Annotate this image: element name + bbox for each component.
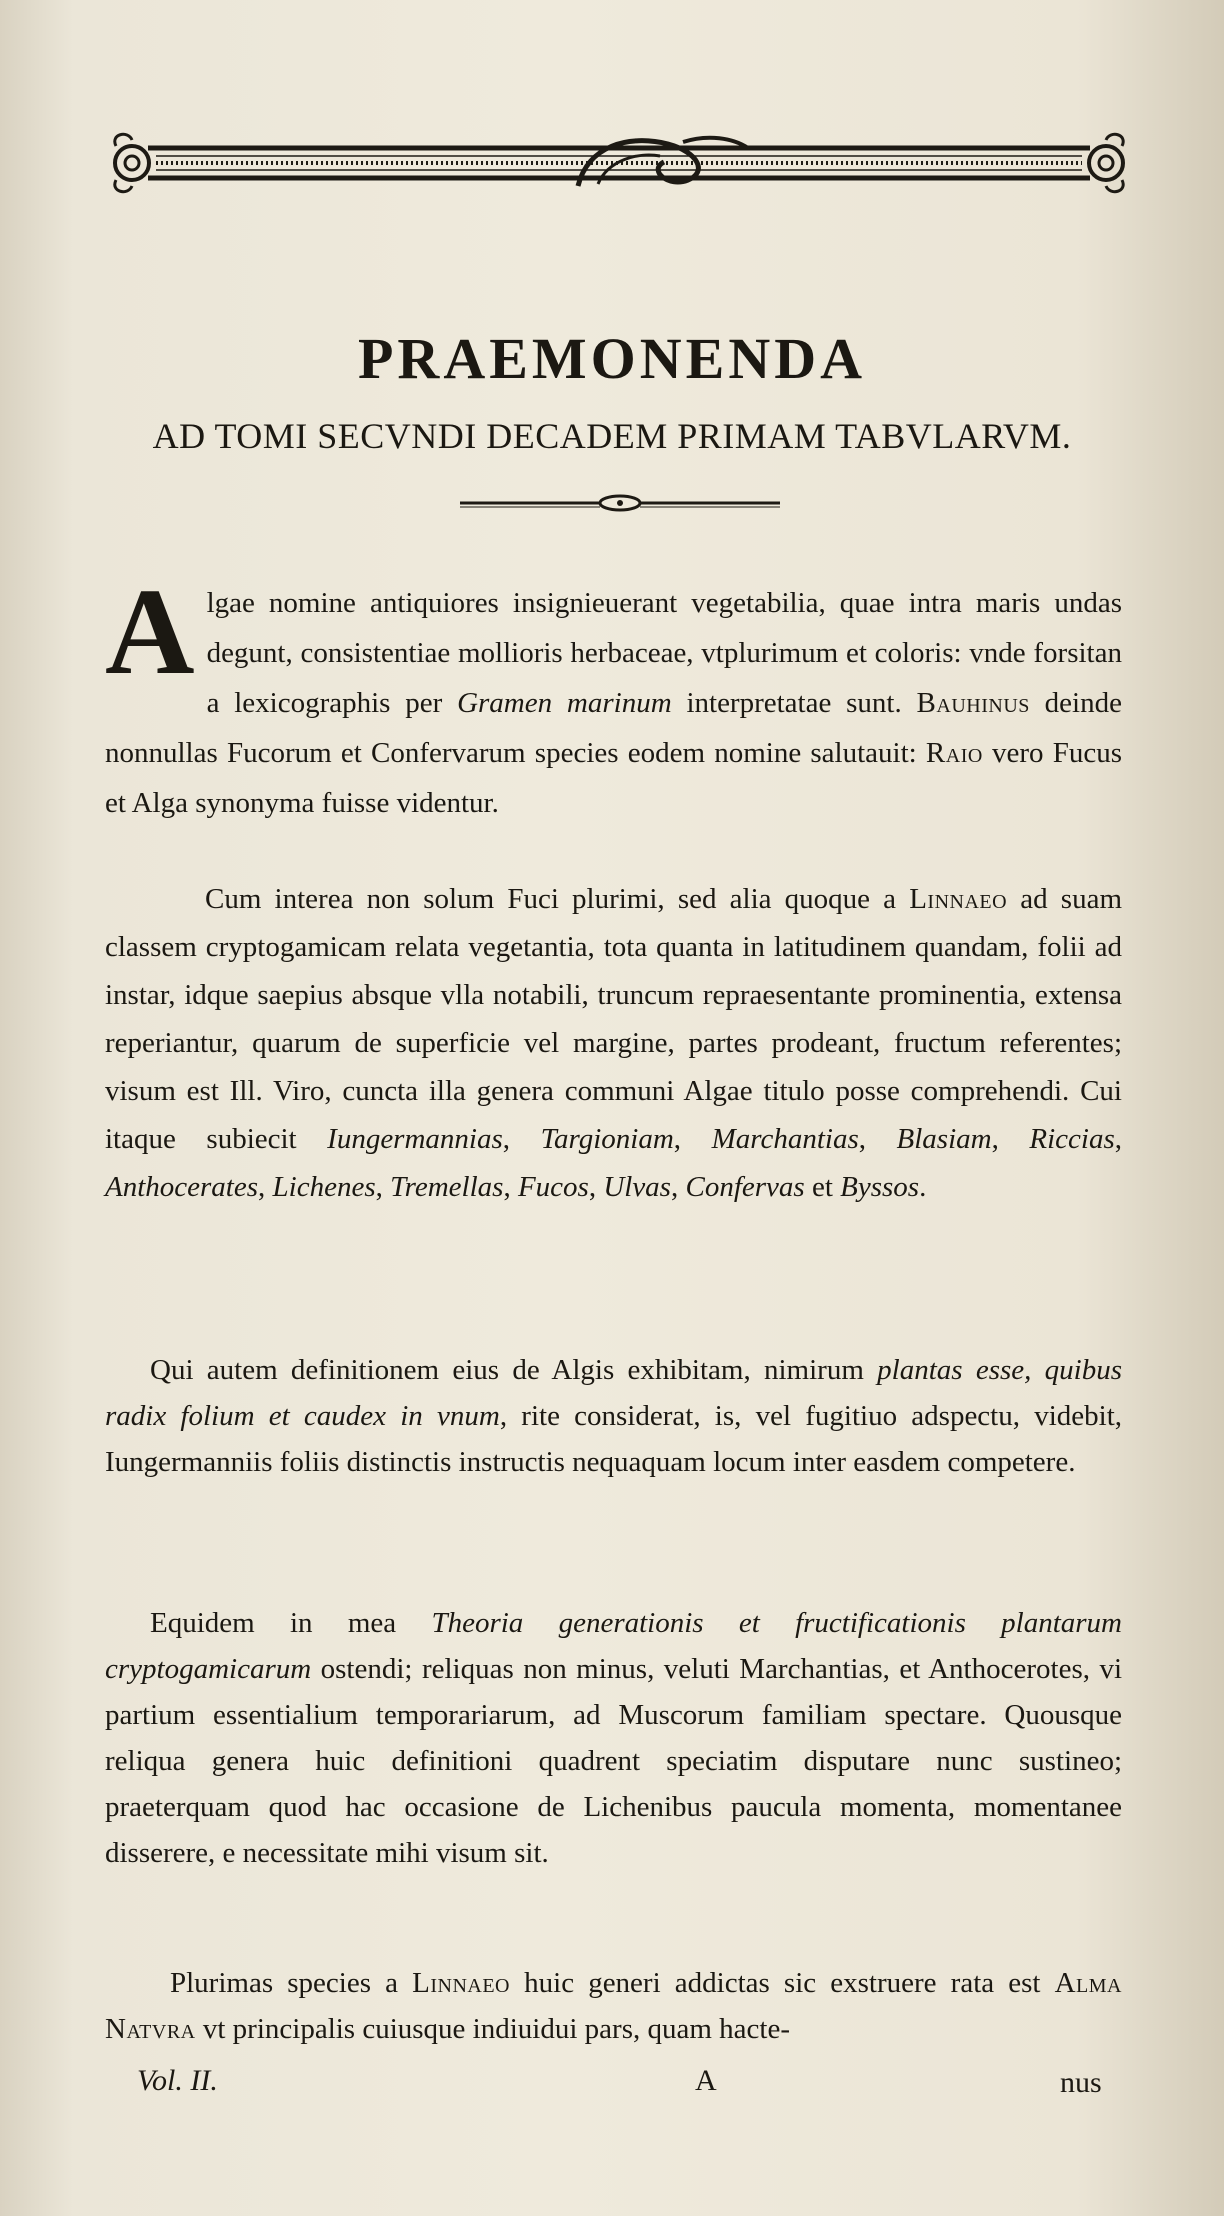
volume-label: Vol. II. — [137, 2064, 218, 2097]
text-run: ad suam classem cryptogamicam relata vegetantia, tota quanta in latitudinem quandam, folii ad instar, idque saepius absque vlla notabili, truncum repraesentante prominentia, extensa reperiantur, quarum de superficie vel margine, partes prodeant, fructum referentes; visum est Ill. Viro, cuncta illa genera communi Algae titulo posse comprehendi. Cui itaque subiecit — [105, 883, 1122, 1155]
signature-mark: A — [695, 2064, 717, 2097]
genus-name: Targioniam — [540, 1123, 674, 1155]
paragraph-4 — [105, 1600, 1122, 1876]
genus-name: Blasiam — [896, 1123, 992, 1155]
author-name: Raio — [925, 737, 983, 769]
text-run: Cum interea non solum Fuci plurimi, sed alia quoque a — [205, 883, 910, 915]
separator: , — [1114, 1123, 1122, 1155]
genus-name: Lichenes — [272, 1171, 376, 1203]
title-divider-rule — [460, 492, 780, 514]
genus-name: Byssos — [840, 1171, 920, 1203]
conjunction: et — [804, 1171, 841, 1203]
italic-term: Gramen marinum — [457, 687, 672, 719]
text-run: ostendi; reliquas non minus, veluti Marchantias, et Anthocerotes, vi partium essentialium temporariarum, ad Muscorum familiam spectare. Quousque reliqua genera huic definitioni quadrent speciatim disputare nunc sustineo; praeterquam quod hac occasione de Lichenibus paucula momenta, momentanee disserere, e necessitate mihi visum sit. — [105, 1653, 1122, 1869]
author-name: Linnaeo — [412, 1967, 510, 1999]
text-run: Plurimas species a — [170, 1967, 413, 1999]
text-run: , rite considerat, is, vel fugitiuo adspectu, videbit, Iungermanniis foliis distinctis instructis nequaquam locum inter easdem competere. — [105, 1400, 1122, 1478]
separator: , — [375, 1171, 391, 1203]
author-name: Bauhinus — [916, 687, 1030, 719]
text-run: Equidem in mea — [150, 1607, 432, 1639]
text-run: deinde nonnullas Fucorum et Confervarum species eodem nomine salutauit: — [105, 687, 1122, 769]
genus-name: Iungermannias — [327, 1123, 503, 1155]
genus-name: Marchantias — [711, 1123, 859, 1155]
page-subtitle: AD TOMI SECVNDI DECADEM PRIMAM TABVLARVM. — [152, 416, 1072, 456]
headpiece-ornament — [108, 126, 1130, 204]
paragraph-1 — [105, 563, 1122, 828]
author-name: Linnaeo — [909, 883, 1008, 915]
catchword: nus — [1060, 2066, 1102, 2099]
paragraph-3 — [105, 1347, 1122, 1485]
drop-cap-initial: A — [105, 563, 195, 700]
genus-name: Fucos — [517, 1171, 589, 1203]
paragraph-2 — [105, 875, 1122, 1211]
genus-name: Tremellas — [390, 1171, 504, 1203]
genus-name: Riccias — [1029, 1123, 1115, 1155]
paragraph-5 — [105, 1960, 1122, 2052]
separator: , — [502, 1123, 541, 1155]
text-run: vero Fucus et Alga synonyma fuisse videntur. — [105, 737, 1122, 819]
text-run: vt principalis cuiusque indiuidui pars, quam hacte- — [195, 2013, 790, 2045]
genus-name: Anthocerates — [105, 1171, 259, 1203]
separator: , — [991, 1123, 1030, 1155]
text-run: lgae nomine antiquiores insignieuerant vegetabilia, quae intra maris undas degunt, consistentiae mollioris herbaceae, vtplurimum et coloris: vnde forsitan a lexicographis per — [206, 587, 1122, 719]
separator: , — [588, 1171, 604, 1203]
genus-name: Confervas — [685, 1171, 805, 1203]
text-run: Qui autem definitionem eius de Algis exhibitam, nimirum — [150, 1354, 878, 1386]
separator: , — [858, 1123, 897, 1155]
small-caps-term: Alma Natvra — [105, 1967, 1122, 2045]
text-run: interpretatae sunt. — [671, 687, 917, 719]
separator: , — [258, 1171, 273, 1203]
page-title: PRAEMONENDA — [358, 326, 866, 391]
period: . — [919, 1171, 927, 1203]
text-run: huic generi addictas sic exstruere rata est — [510, 1967, 1055, 1999]
genus-name: Ulvas — [603, 1171, 671, 1203]
separator: , — [503, 1171, 518, 1203]
italic-work-title: Theoria generationis et fructificationis plantarum cryptogamicarum — [105, 1607, 1123, 1685]
separator: , — [670, 1171, 686, 1203]
italic-definition: plantas esse, quibus radix folium et caudex in vnum — [105, 1354, 1123, 1432]
separator: , — [673, 1123, 712, 1155]
